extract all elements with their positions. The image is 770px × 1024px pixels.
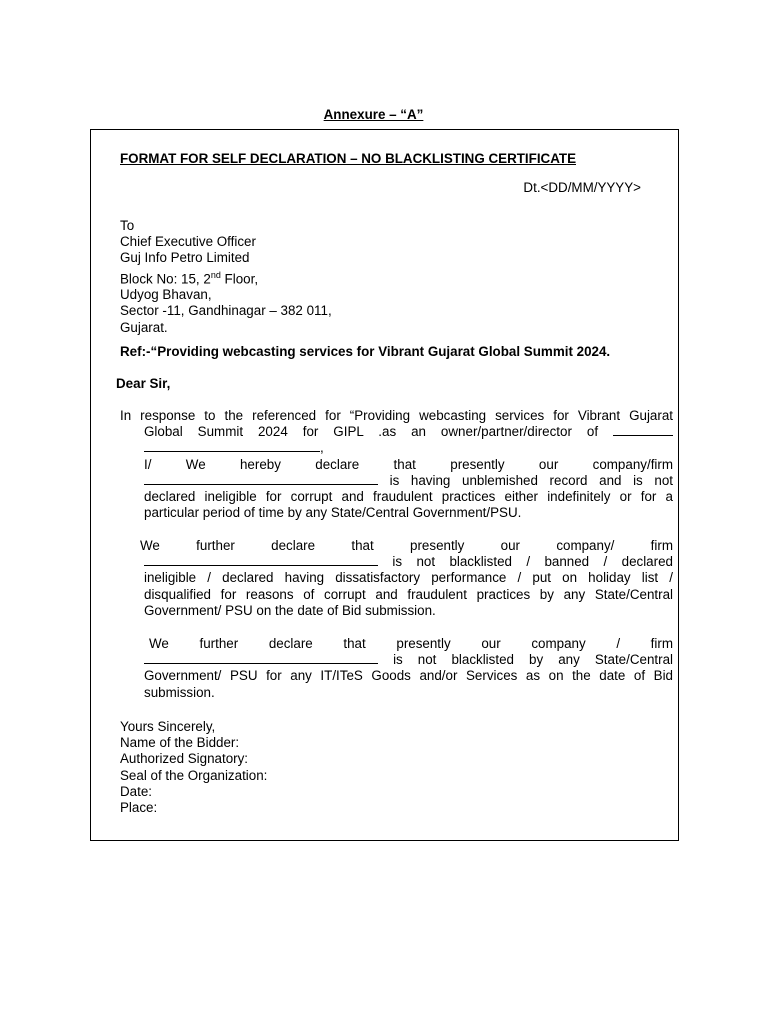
- address-line: Sector -11, Gandhinagar – 382 011,: [120, 303, 332, 319]
- fill-in-blank[interactable]: [613, 425, 673, 436]
- para-line: submission.: [144, 684, 215, 700]
- address-line: [120, 267, 673, 288]
- para-line: particular period of time by any State/Central Government/PSU.: [144, 505, 522, 521]
- declaration-paragraph-2: [120, 538, 673, 619]
- declaration-frame: [90, 129, 679, 841]
- para-line: [120, 473, 673, 489]
- page-title: FORMAT FOR SELF DECLARATION – NO BLACKLISTING CERTIFICATE: [120, 151, 576, 166]
- address-line: Chief Executive Officer: [120, 234, 256, 250]
- address-to: To: [120, 218, 135, 233]
- address-floor-text: Floor,: [220, 271, 259, 287]
- para-line: We further declare that presently our company/ firm: [140, 538, 673, 553]
- para-text: is not blacklisted by any State/Central: [393, 652, 673, 668]
- address-line: Udyog Bhavan,: [120, 287, 212, 303]
- fill-in-blank[interactable]: [144, 555, 378, 566]
- closing-block: [120, 719, 673, 816]
- address-line: Gujarat.: [120, 319, 168, 335]
- para-text: Global Summit 2024 for GIPL .as an owner/partner/director of: [144, 424, 599, 440]
- para-line: [120, 424, 673, 440]
- para-line: Government/ PSU for any IT/ITeS Goods and/or Services as on the date of Bid: [144, 668, 673, 684]
- para-line: [120, 652, 673, 668]
- bidder-name-label: Name of the Bidder:: [120, 735, 240, 751]
- closing-line: Yours Sincerely,: [120, 719, 216, 734]
- signatory-label: Authorized Signatory:: [120, 751, 249, 767]
- address-line: Guj Info Petro Limited: [120, 250, 250, 266]
- annexure-heading: Annexure – “A”: [323, 107, 424, 122]
- date-label: Date:: [120, 783, 153, 799]
- fill-in-blank[interactable]: [144, 653, 378, 664]
- declaration-paragraph-3: [120, 636, 673, 701]
- para-line: declared ineligible for corrupt and fraudulent practices either indefinitely or for a: [144, 489, 673, 505]
- address-block-text: Block No: 15, 2: [120, 271, 211, 287]
- fill-in-blank[interactable]: [144, 441, 320, 452]
- para-line: I/ We hereby declare that presently our company/firm: [144, 456, 673, 472]
- salutation: Dear Sir,: [116, 376, 171, 391]
- place-label: Place:: [120, 800, 158, 816]
- para-line: We further declare that presently our company / firm: [149, 636, 673, 651]
- declaration-paragraph-1: [120, 408, 673, 521]
- para-line: [120, 440, 673, 456]
- para-line: In response to the referenced for “Providing webcasting services for Vibrant Gujarat: [120, 408, 673, 423]
- para-line: [120, 554, 673, 570]
- para-line: ineligible / declared having dissatisfactory performance / put on holiday list /: [144, 570, 673, 586]
- para-line: disqualified for reasons of corrupt and fraudulent practices by any State/Central: [144, 586, 673, 602]
- para-text: is not blacklisted / banned / declared: [392, 554, 673, 570]
- ordinal-suffix: nd: [210, 269, 221, 280]
- date-field: Dt.<DD/MM/YYYY>: [523, 180, 641, 195]
- para-line: Government/ PSU on the date of Bid submission.: [144, 602, 436, 618]
- fill-in-blank[interactable]: [144, 474, 378, 485]
- recipient-address: [120, 218, 673, 336]
- seal-label: Seal of the Organization:: [120, 767, 268, 783]
- para-text: is having unblemished record and is not: [389, 472, 673, 488]
- para-text: ,: [320, 440, 324, 456]
- reference-line: Ref:-“Providing webcasting services for Vibrant Gujarat Global Summit 2024.: [120, 344, 611, 359]
